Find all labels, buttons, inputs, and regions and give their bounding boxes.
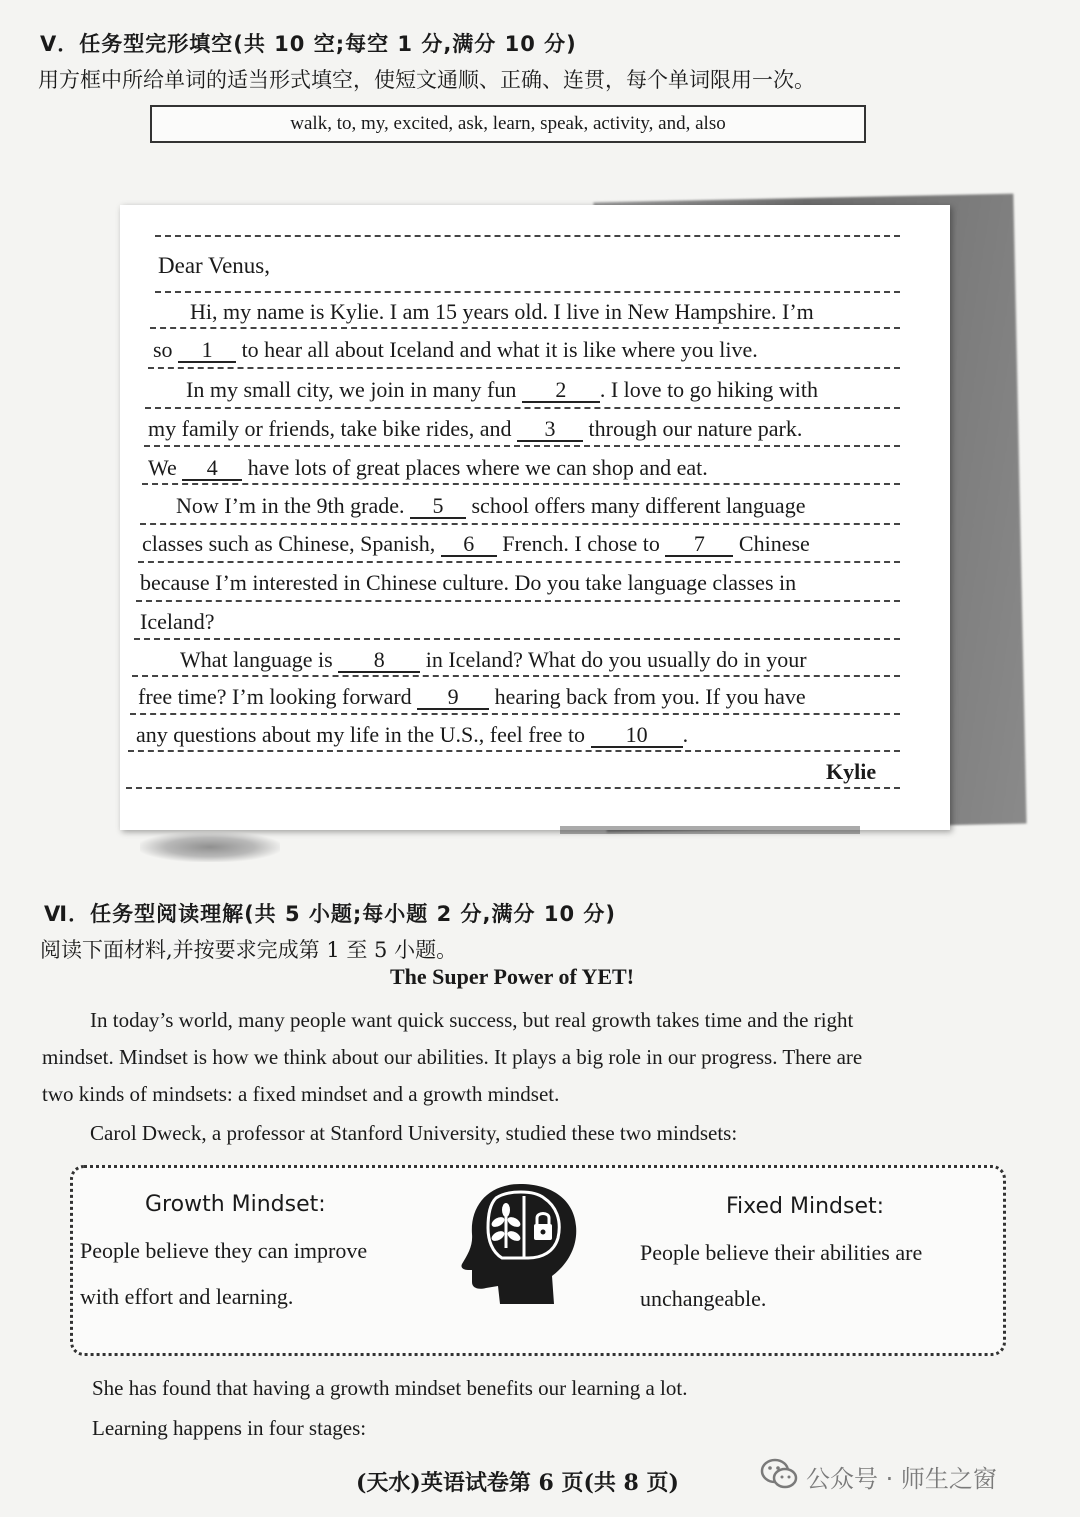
letter-text: through our nature park.: [588, 416, 803, 441]
letter-rule: [142, 483, 900, 485]
letter-line: Iceland?: [140, 609, 215, 634]
watermark-text: 公众号 · 师生之窗: [806, 1464, 997, 1493]
word-box-text: walk, to, my, excited, ask, learn, speak, activity, and, also: [290, 113, 726, 134]
letter-text: . I love to go hiking with: [599, 377, 819, 402]
blank-10: 10: [591, 724, 683, 748]
letter-text: free time? I’m looking forward: [138, 684, 412, 709]
passage-title: The Super Power of YET!: [390, 964, 635, 989]
fixed-mindset-text: People believe their abilities are: [640, 1240, 923, 1265]
section-5-title: V．任务型完形填空(共 10 空;每空 1 分,满分 10 分): [40, 32, 577, 56]
letter-rule: [126, 787, 900, 789]
growth-mindset-text: People believe they can improve: [80, 1238, 368, 1263]
letter-rule: [128, 750, 900, 752]
smudge: [560, 826, 860, 834]
letter-text: Chinese: [738, 531, 810, 556]
head-brain-icon: [458, 1178, 588, 1308]
letter-rule: [138, 561, 900, 563]
letter-text: any questions about my life in the U.S., feel free to: [136, 722, 586, 747]
letter-rule: [140, 523, 900, 525]
letter-rule: [144, 445, 900, 447]
passage-line: two kinds of mindsets: a fixed mindset and a growth mindset.: [42, 1082, 560, 1106]
letter-greeting: Dear Venus,: [158, 253, 270, 278]
letter-text: in Iceland? What do you usually do in your: [425, 647, 807, 672]
blank-5: 5: [410, 495, 466, 519]
letter-rule: [155, 291, 900, 293]
section-5-instruction: 用方框中所给单词的适当形式填空，使短文通顺、正确、连贯，每个单词限用一次。: [38, 68, 815, 92]
letter-rule: [136, 600, 900, 602]
letter-line: [186, 377, 818, 403]
letter-text: In my small city, we join in many fun: [186, 377, 517, 402]
blank-8: 8: [338, 649, 420, 673]
letter-rule: [134, 638, 900, 640]
letter-text: have lots of great places where we can shop and eat.: [247, 455, 708, 480]
letter-text: hearing back from you. If you have: [494, 684, 806, 709]
blank-7: 7: [665, 533, 733, 557]
passage-line: In today’s world, many people want quick success, but real growth takes time and the right: [90, 1008, 854, 1032]
letter-line: [176, 493, 805, 519]
letter-line: because I’m interested in Chinese culture. Do you take language classes in: [140, 570, 797, 595]
letter-text: to hear all about Iceland and what it is like where you live.: [241, 337, 758, 362]
letter-text: .: [682, 722, 689, 747]
letter-line: [136, 722, 688, 748]
letter-text: school offers many different language: [471, 493, 806, 518]
letter-line: [153, 337, 758, 363]
letter-text: classes such as Chinese, Spanish,: [142, 531, 436, 556]
letter-rule: [150, 327, 900, 329]
section-6-instruction: 阅读下面材料,并按要求完成第 1 至 5 小题。: [40, 938, 458, 962]
letter-signature: Kylie: [826, 759, 877, 784]
letter-card: [120, 205, 950, 830]
passage-line: mindset. Mindset is how we think about our abilities. It plays a big role in our progress. There are: [42, 1045, 863, 1069]
growth-mindset-text: with effort and learning.: [80, 1284, 294, 1309]
blank-4: 4: [182, 457, 242, 481]
section-6-title: Ⅵ．任务型阅读理解(共 5 小题;每小题 2 分,满分 10 分): [44, 902, 616, 926]
passage-line: Learning happens in four stages:: [92, 1416, 367, 1440]
blank-9: 9: [417, 686, 489, 710]
passage-line: Carol Dweck, a professor at Stanford University, studied these two mindsets:: [90, 1121, 738, 1145]
word-box: [150, 105, 866, 143]
letter-line: [148, 455, 708, 481]
smudge: [140, 832, 280, 862]
letter-line: [138, 684, 806, 710]
letter-text: Now I’m in the 9th grade.: [176, 493, 405, 518]
blank-1: 1: [178, 339, 236, 363]
growth-mindset-title: Growth Mindset:: [145, 1192, 326, 1217]
blank-6: 6: [441, 533, 497, 557]
page-footer: (天水)英语试卷第 6 页(共 8 页): [356, 1470, 679, 1496]
letter-line: [180, 647, 807, 673]
letter-text: What language is: [180, 647, 333, 672]
letter-line: [148, 416, 802, 442]
blank-2: 2: [522, 379, 600, 403]
letter-text: French. I chose to: [502, 531, 660, 556]
fixed-mindset-title: Fixed Mindset:: [726, 1194, 885, 1219]
wechat-icon: [760, 1458, 798, 1494]
blank-3: 3: [517, 418, 583, 442]
letter-rule: [130, 713, 900, 715]
letter-rule: [155, 235, 900, 237]
watermark: [760, 1458, 997, 1494]
letter-line: Hi, my name is Kylie. I am 15 years old. I live in New Hampshire. I’m: [190, 299, 814, 324]
letter-text: so: [153, 337, 173, 362]
fixed-mindset-text: unchangeable.: [640, 1286, 767, 1311]
letter-rule: [148, 367, 900, 369]
letter-line: [142, 531, 810, 557]
passage-line: She has found that having a growth mindset benefits our learning a lot.: [92, 1376, 688, 1400]
letter-text: my family or friends, take bike rides, and: [148, 416, 512, 441]
letter-text: We: [148, 455, 177, 480]
letter-rule: [145, 407, 900, 409]
letter-rule: [132, 675, 900, 677]
